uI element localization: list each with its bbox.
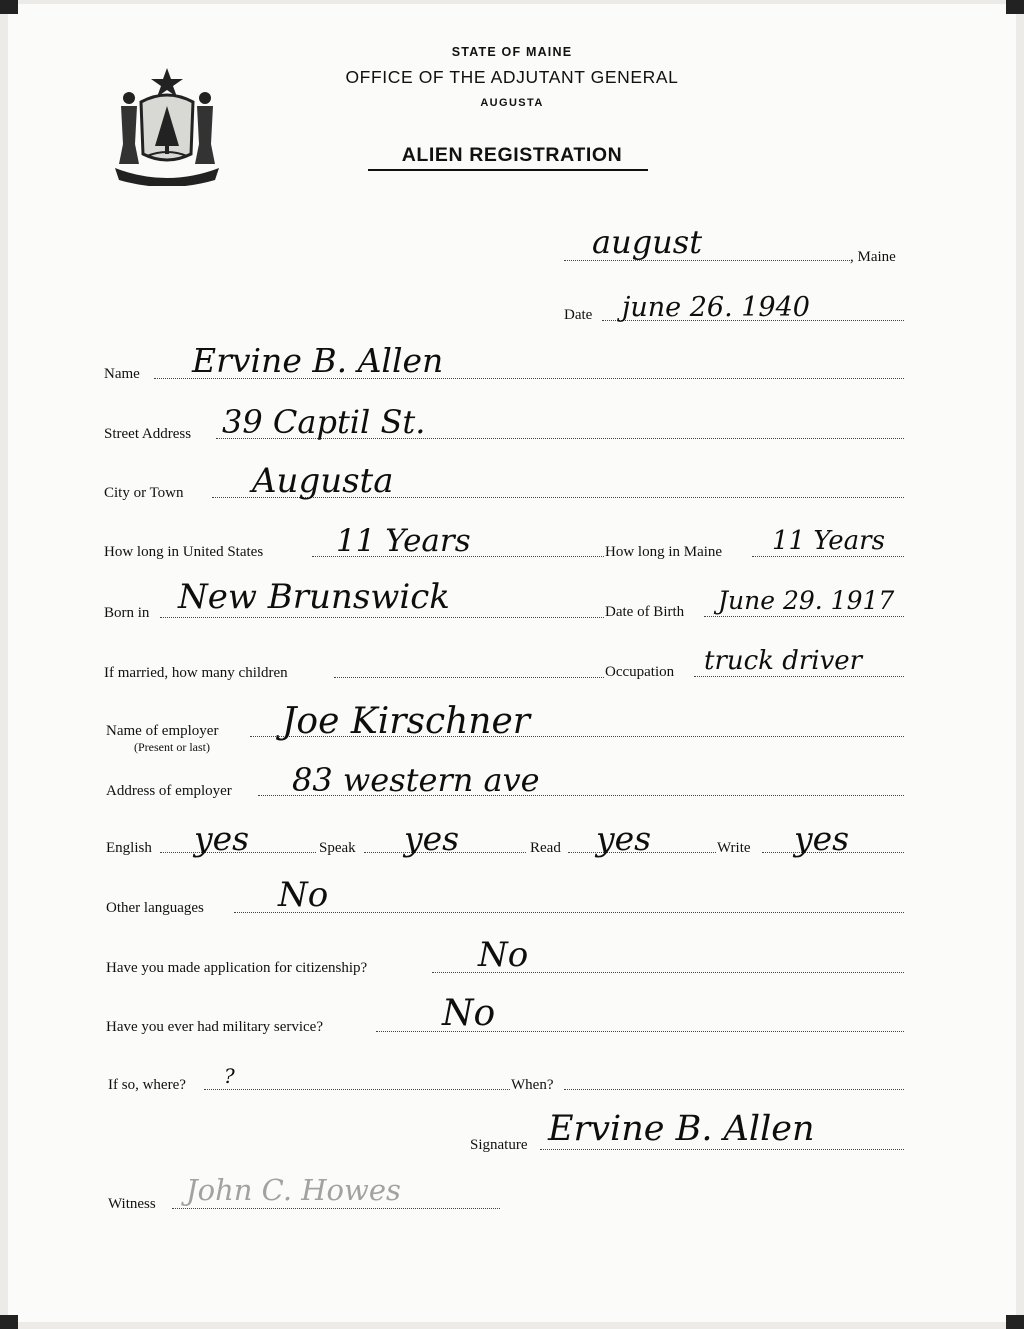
date-value: june 26. 1940 (622, 292, 810, 323)
born-value: New Brunswick (178, 577, 450, 617)
military-label: Have you ever had military service? (106, 1019, 323, 1035)
where-line (204, 1089, 510, 1090)
signature-value: Ervine B. Allen (548, 1109, 815, 1149)
office-heading: OFFICE OF THE ADJUTANT GENERAL (345, 67, 679, 87)
date-label: Date (564, 307, 593, 323)
write-value: yes (794, 819, 850, 858)
witness-value: John C. Howes (186, 1173, 401, 1207)
military-value: No (442, 993, 496, 1034)
citizenship-label: Have you made application for citizenship? (106, 960, 368, 976)
years-maine-label: How long in Maine (605, 544, 723, 560)
read-value: yes (596, 819, 652, 858)
english-value: yes (194, 819, 250, 858)
when-line (564, 1089, 904, 1090)
employer-sublabel: (Present or last) (134, 740, 210, 754)
employer-address-label: Address of employer (106, 783, 232, 799)
occupation-value: truck driver (704, 646, 863, 676)
speak-value: yes (404, 819, 460, 858)
employer-value: Joe Kirschner (282, 701, 530, 742)
scan-corner-mark (1006, 1315, 1024, 1329)
born-line (160, 617, 604, 618)
years-maine-value: 11 Years (772, 526, 885, 556)
employer-address-value: 83 western ave (292, 761, 540, 799)
scan-corner-mark (0, 0, 18, 14)
name-label: Name (104, 366, 140, 382)
registration-form-page (8, 4, 1016, 1322)
other-languages-value: No (278, 875, 329, 915)
street-value: 39 Captil St. (222, 403, 426, 441)
city-heading: AUGUSTA (480, 97, 544, 109)
birth-date-line (704, 616, 904, 617)
write-label: Write (717, 840, 751, 856)
english-label: English (106, 840, 152, 856)
children-label: If married, how many children (104, 665, 288, 681)
other-languages-label: Other languages (106, 900, 204, 916)
title-underline (368, 169, 648, 171)
witness-line (172, 1208, 500, 1209)
street-label: Street Address (104, 426, 192, 442)
years-maine-line (752, 556, 904, 557)
signature-label: Signature (470, 1137, 528, 1153)
employer-label: Name of employer (106, 723, 219, 739)
name-value: Ervine B. Allen (192, 341, 444, 380)
speak-label: Speak (319, 840, 356, 856)
other-languages-line (234, 912, 904, 913)
witness-label: Witness (108, 1196, 156, 1212)
scan-corner-mark (1006, 0, 1024, 14)
form-title: ALIEN REGISTRATION (401, 144, 623, 166)
where-label: If so, where? (108, 1077, 186, 1093)
city-label: City or Town (104, 485, 184, 501)
when-label: When? (511, 1077, 554, 1093)
children-line (334, 677, 604, 678)
place-suffix: , Maine (850, 249, 896, 265)
occupation-line (694, 676, 904, 677)
state-heading: STATE OF MAINE (451, 45, 573, 59)
read-label: Read (530, 840, 561, 856)
signature-line (540, 1149, 904, 1150)
born-label: Born in (104, 605, 150, 621)
years-us-label: How long in United States (104, 544, 264, 560)
birth-date-value: June 29. 1917 (718, 586, 895, 615)
city-value: Augusta (252, 461, 394, 501)
occupation-label: Occupation (605, 664, 675, 680)
where-value: ? (224, 1064, 235, 1088)
years-us-value: 11 Years (336, 523, 471, 559)
citizenship-value: No (478, 935, 529, 975)
place-value: august (592, 223, 703, 261)
scan-corner-mark (0, 1315, 18, 1329)
birth-date-label: Date of Birth (605, 604, 685, 620)
